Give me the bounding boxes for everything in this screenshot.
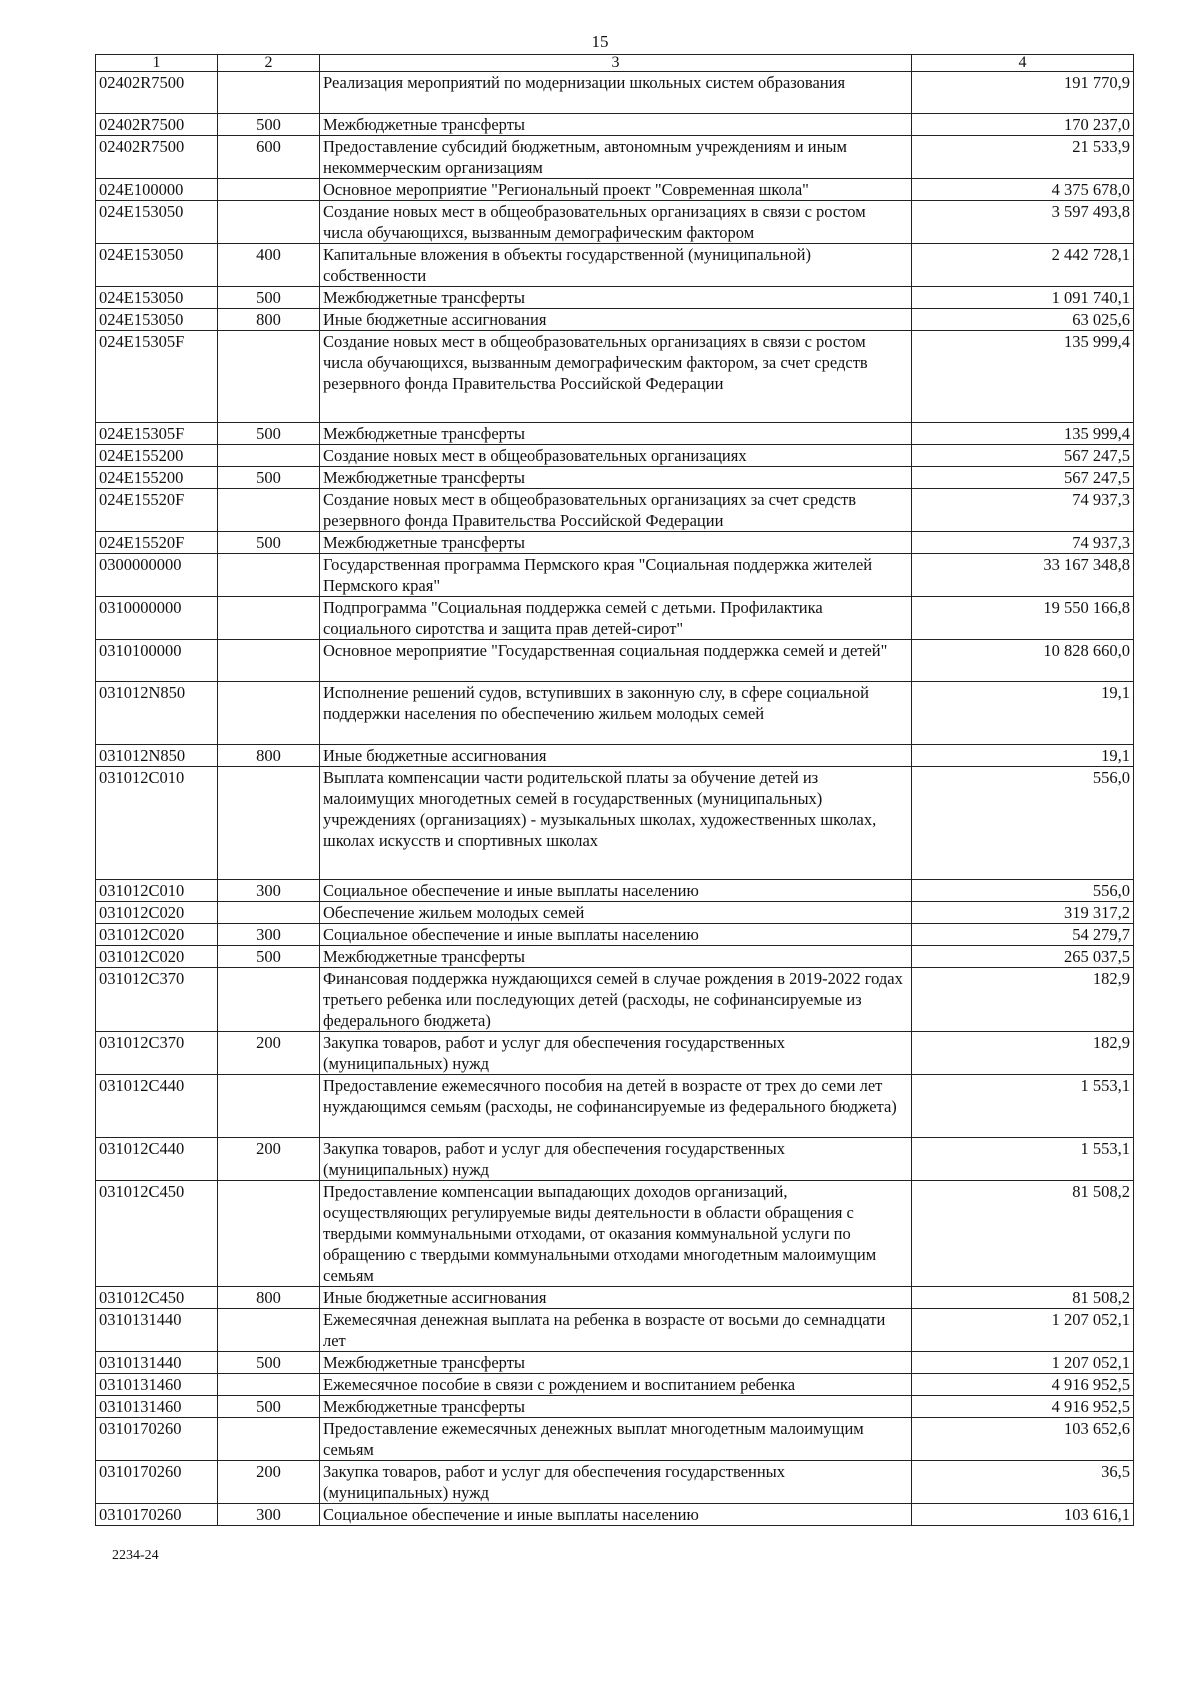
row-amount-cell: 81 508,2 [912,1181,1134,1287]
row-code-cell: 031012C450 [96,1181,218,1287]
row-code-cell: 0300000000 [96,554,218,597]
row-type-cell [218,445,320,467]
row-type-cell [218,902,320,924]
column-header-amount: 4 [912,55,1134,72]
row-name-cell: Межбюджетные трансферты [320,946,912,968]
table-body [96,72,1134,1526]
row-name-cell: Финансовая поддержка нуждающихся семей в случае рождения в 2019-2022 годах третьего ребенка или последующих детей (расходы, не софинансируемые из федерального бюджета) [320,968,912,1032]
table-row [96,968,1134,1032]
row-code-cell: 0310000000 [96,597,218,640]
row-amount-cell: 1 091 740,1 [912,287,1134,309]
table-row [96,1461,1134,1504]
row-name-cell: Закупка товаров, работ и услуг для обеспечения государственных (муниципальных) нужд [320,1138,912,1181]
row-amount-cell: 3 597 493,8 [912,201,1134,244]
row-amount-cell: 1 553,1 [912,1138,1134,1181]
row-name-cell: Межбюджетные трансферты [320,467,912,489]
table-row [96,924,1134,946]
row-type-cell: 300 [218,880,320,902]
row-amount-cell: 1 207 052,1 [912,1309,1134,1352]
row-type-cell [218,1309,320,1352]
row-name-cell: Межбюджетные трансферты [320,287,912,309]
row-amount-cell: 4 916 952,5 [912,1374,1134,1396]
row-name-cell: Социальное обеспечение и иные выплаты населению [320,880,912,902]
table-row [96,1352,1134,1374]
table-row [96,201,1134,244]
row-amount-cell: 567 247,5 [912,445,1134,467]
row-code-cell: 031012N850 [96,745,218,767]
row-amount-cell: 182,9 [912,1032,1134,1075]
row-name-cell: Выплата компенсации части родительской платы за обучение детей из малоимущих многодетных семей в государственных (муниципальных) учреждениях (организациях) - музыкальных школах, художественных школах, школах искусств и спортивных школах [320,767,912,880]
row-name-cell: Предоставление субсидий бюджетным, автономным учреждениям и иным некоммерческим организациям [320,136,912,179]
row-type-cell: 500 [218,1396,320,1418]
row-amount-cell: 319 317,2 [912,902,1134,924]
row-type-cell: 800 [218,1287,320,1309]
row-code-cell: 031012C440 [96,1075,218,1138]
row-code-cell: 024E155200 [96,445,218,467]
table-row [96,287,1134,309]
row-name-cell: Капитальные вложения в объекты государственной (муниципальной) собственности [320,244,912,287]
row-amount-cell: 19,1 [912,682,1134,745]
row-code-cell: 024E153050 [96,309,218,331]
column-header-code: 1 [96,55,218,72]
row-code-cell: 024E155200 [96,467,218,489]
row-type-cell: 800 [218,745,320,767]
row-amount-cell: 63 025,6 [912,309,1134,331]
row-type-cell: 300 [218,1504,320,1526]
row-type-cell [218,640,320,682]
row-amount-cell: 81 508,2 [912,1287,1134,1309]
row-amount-cell: 54 279,7 [912,924,1134,946]
row-amount-cell: 103 652,6 [912,1418,1134,1461]
row-type-cell [218,1374,320,1396]
row-code-cell: 024E15520F [96,532,218,554]
row-name-cell: Создание новых мест в общеобразовательных организациях за счет средств резервного фонда Правительства Российской Федерации [320,489,912,532]
table-row [96,532,1134,554]
row-code-cell: 024E15305F [96,331,218,423]
row-code-cell: 0310131440 [96,1352,218,1374]
row-name-cell: Подпрограмма "Социальная поддержка семей с детьми. Профилактика социального сиротства и защита прав детей-сирот" [320,597,912,640]
row-code-cell: 0310131460 [96,1374,218,1396]
row-code-cell: 031012C440 [96,1138,218,1181]
row-type-cell [218,554,320,597]
row-type-cell [218,1418,320,1461]
row-name-cell: Ежемесячное пособие в связи с рождением и воспитанием ребенка [320,1374,912,1396]
table-row [96,946,1134,968]
table-row [96,1374,1134,1396]
row-type-cell [218,682,320,745]
row-name-cell: Создание новых мест в общеобразовательных организациях [320,445,912,467]
table-row [96,1075,1134,1138]
row-name-cell: Межбюджетные трансферты [320,1396,912,1418]
column-header-type: 2 [218,55,320,72]
table-row [96,467,1134,489]
row-amount-cell: 182,9 [912,968,1134,1032]
row-amount-cell: 135 999,4 [912,331,1134,423]
column-header-name: 3 [320,55,912,72]
row-name-cell: Реализация мероприятий по модернизации школьных систем образования [320,72,912,114]
table-row [96,597,1134,640]
row-code-cell: 024E153050 [96,287,218,309]
table-row [96,1032,1134,1075]
row-amount-cell: 556,0 [912,880,1134,902]
row-name-cell: Предоставление ежемесячного пособия на детей в возрасте от трех до семи лет нуждающимся семьям (расходы, не софинансируемые из федерального бюджета) [320,1075,912,1138]
row-amount-cell: 265 037,5 [912,946,1134,968]
row-type-cell: 500 [218,287,320,309]
row-amount-cell: 10 828 660,0 [912,640,1134,682]
row-amount-cell: 36,5 [912,1461,1134,1504]
row-type-cell [218,968,320,1032]
row-name-cell: Иные бюджетные ассигнования [320,1287,912,1309]
row-code-cell: 024E153050 [96,201,218,244]
row-type-cell [218,201,320,244]
table-row [96,423,1134,445]
table-row [96,767,1134,880]
row-code-cell: 02402R7500 [96,136,218,179]
row-type-cell: 500 [218,114,320,136]
page-number: 15 [591,32,609,51]
row-amount-cell: 74 937,3 [912,489,1134,532]
table-row [96,309,1134,331]
row-code-cell: 031012C020 [96,946,218,968]
row-type-cell: 300 [218,924,320,946]
row-amount-cell: 556,0 [912,767,1134,880]
row-amount-cell: 135 999,4 [912,423,1134,445]
row-amount-cell: 4 916 952,5 [912,1396,1134,1418]
row-type-cell: 600 [218,136,320,179]
row-name-cell: Межбюджетные трансферты [320,423,912,445]
table-header-row [96,55,1134,72]
row-code-cell: 0310131440 [96,1309,218,1352]
row-amount-cell: 19 550 166,8 [912,597,1134,640]
row-type-cell [218,179,320,201]
row-name-cell: Межбюджетные трансферты [320,1352,912,1374]
row-amount-cell: 74 937,3 [912,532,1134,554]
table-row [96,489,1134,532]
row-name-cell: Ежемесячная денежная выплата на ребенка в возрасте от восьми до семнадцати лет [320,1309,912,1352]
row-amount-cell: 103 616,1 [912,1504,1134,1526]
row-name-cell: Предоставление ежемесячных денежных выплат многодетным малоимущим семьям [320,1418,912,1461]
row-type-cell [218,767,320,880]
row-code-cell: 024E153050 [96,244,218,287]
row-code-cell: 02402R7500 [96,114,218,136]
row-type-cell: 500 [218,423,320,445]
row-code-cell: 031012C370 [96,1032,218,1075]
table-row [96,445,1134,467]
table-row [96,902,1134,924]
table-row [96,1309,1134,1352]
row-amount-cell: 2 442 728,1 [912,244,1134,287]
table-row [96,244,1134,287]
row-code-cell: 0310170260 [96,1418,218,1461]
row-amount-cell: 567 247,5 [912,467,1134,489]
row-code-cell: 0310131460 [96,1396,218,1418]
row-type-cell: 500 [218,946,320,968]
row-type-cell [218,489,320,532]
row-name-cell: Иные бюджетные ассигнования [320,745,912,767]
table-row [96,1181,1134,1287]
row-name-cell: Закупка товаров, работ и услуг для обеспечения государственных (муниципальных) нужд [320,1461,912,1504]
row-code-cell: 024E15305F [96,423,218,445]
table-row [96,179,1134,201]
row-name-cell: Основное мероприятие "Государственная социальная поддержка семей и детей" [320,640,912,682]
row-code-cell: 0310170260 [96,1504,218,1526]
table-row [96,1138,1134,1181]
row-code-cell: 031012C020 [96,924,218,946]
row-amount-cell: 33 167 348,8 [912,554,1134,597]
row-amount-cell: 1 553,1 [912,1075,1134,1138]
row-name-cell: Социальное обеспечение и иные выплаты населению [320,1504,912,1526]
row-type-cell [218,1075,320,1138]
row-name-cell: Государственная программа Пермского края "Социальная поддержка жителей Пермского края" [320,554,912,597]
row-name-cell: Обеспечение жильем молодых семей [320,902,912,924]
table-row [96,114,1134,136]
row-type-cell: 500 [218,467,320,489]
table-row [96,331,1134,423]
row-name-cell: Межбюджетные трансферты [320,114,912,136]
row-type-cell: 500 [218,532,320,554]
row-type-cell: 200 [218,1461,320,1504]
table-row [96,136,1134,179]
table-row [96,1396,1134,1418]
row-code-cell: 0310100000 [96,640,218,682]
table-row [96,1418,1134,1461]
row-name-cell: Социальное обеспечение и иные выплаты населению [320,924,912,946]
table-row [96,554,1134,597]
row-amount-cell: 21 533,9 [912,136,1134,179]
table-row [96,1504,1134,1526]
row-code-cell: 0310170260 [96,1461,218,1504]
row-amount-cell: 1 207 052,1 [912,1352,1134,1374]
row-type-cell [218,72,320,114]
row-code-cell: 031012C010 [96,880,218,902]
budget-table [95,54,1134,1526]
row-type-cell: 500 [218,1352,320,1374]
row-amount-cell: 4 375 678,0 [912,179,1134,201]
row-amount-cell: 170 237,0 [912,114,1134,136]
row-code-cell: 024E15520F [96,489,218,532]
row-name-cell: Исполнение решений судов, вступивших в законную слу, в сфере социальной поддержки населения по обеспечению жильем молодых семей [320,682,912,745]
table-row [96,640,1134,682]
row-name-cell: Основное мероприятие "Региональный проект "Современная школа" [320,179,912,201]
row-name-cell: Закупка товаров, работ и услуг для обеспечения государственных (муниципальных) нужд [320,1032,912,1075]
table-row [96,880,1134,902]
row-type-cell: 400 [218,244,320,287]
row-code-cell: 031012C370 [96,968,218,1032]
footer-document-code: 2234-24 [112,1548,159,1563]
table-row [96,1287,1134,1309]
row-type-cell [218,331,320,423]
row-type-cell [218,1181,320,1287]
row-type-cell [218,597,320,640]
row-code-cell: 02402R7500 [96,72,218,114]
row-code-cell: 031012C010 [96,767,218,880]
row-type-cell: 800 [218,309,320,331]
row-name-cell: Межбюджетные трансферты [320,532,912,554]
row-name-cell: Иные бюджетные ассигнования [320,309,912,331]
row-amount-cell: 191 770,9 [912,72,1134,114]
row-code-cell: 031012C450 [96,1287,218,1309]
row-type-cell: 200 [218,1138,320,1181]
row-name-cell: Предоставление компенсации выпадающих доходов организаций, осуществляющих регулируемые виды деятельности в области обращения с твердыми коммунальными отходами, от оказания коммунальной услуги по обращению с твердыми коммунальными отходами многодетным малоимущим семьям [320,1181,912,1287]
row-code-cell: 031012C020 [96,902,218,924]
table-row [96,745,1134,767]
row-code-cell: 024E100000 [96,179,218,201]
row-type-cell: 200 [218,1032,320,1075]
row-name-cell: Создание новых мест в общеобразовательных организациях в связи с ростом числа обучающихся, вызванным демографическим фактором, за счет средств резервного фонда Правительства Российской Федерации [320,331,912,423]
row-code-cell: 031012N850 [96,682,218,745]
table-row [96,682,1134,745]
table-row [96,72,1134,114]
row-amount-cell: 19,1 [912,745,1134,767]
row-name-cell: Создание новых мест в общеобразовательных организациях в связи с ростом числа обучающихся, вызванным демографическим фактором [320,201,912,244]
